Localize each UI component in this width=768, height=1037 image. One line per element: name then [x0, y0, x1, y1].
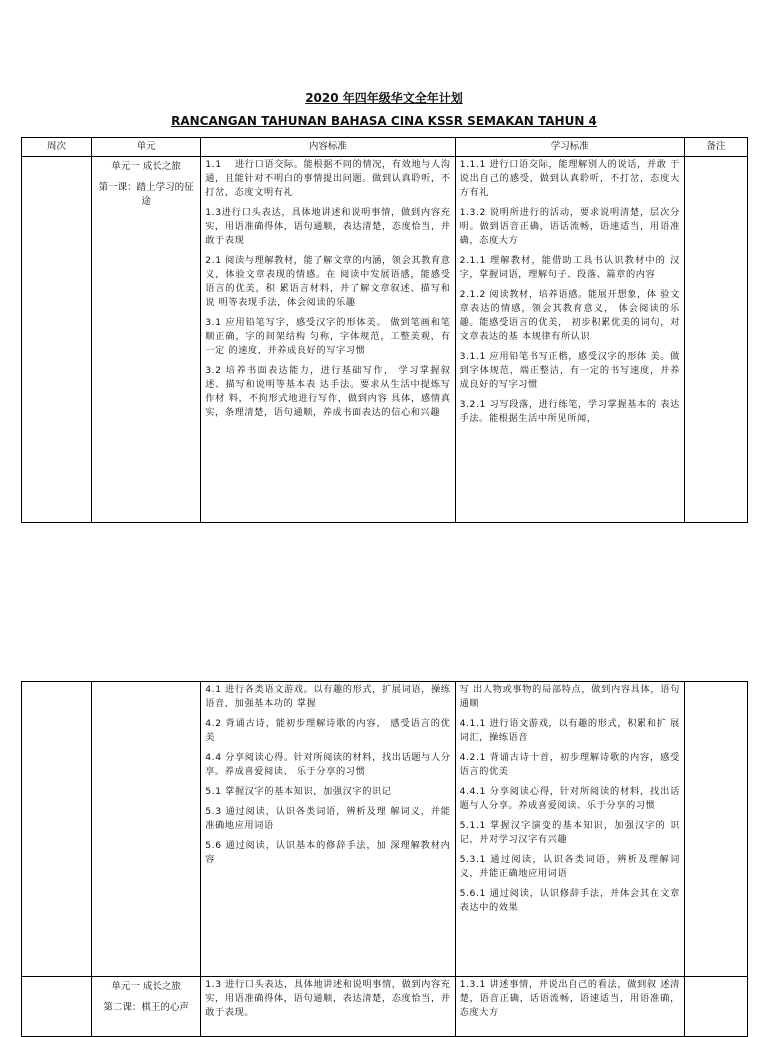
header-content-standard: 内容标准 — [201, 138, 455, 157]
learning-standard-cell — [455, 977, 684, 1037]
content-item: 4.2 背诵古诗，能初步理解诗歌的内容， 感受语言的优美 — [205, 718, 451, 743]
content-item: 3.1 应用铅笔写字，感受汉字的形体美。 做到笔画和笔顺正确，字的间架结构 匀称，字体规范，工整美观，有一定 的速度，并养成良好的写字习惯 — [205, 317, 451, 356]
learning-item: 写 出人物或事物的局部特点，做到内容具体，语句通顺 — [459, 684, 680, 709]
content-item: 1.3 进行口头表达，具体地讲述和说明事情，做到内容充实，用语准确得体，语句通顺，表达清楚，态度恰当，并敢于表现。 — [205, 979, 451, 1018]
header-learning-standard: 学习标准 — [455, 138, 684, 157]
content-item: 1.1 进行口语交际。能根据不同的情况，有效地与人沟通，且能针对不明白的事情提出问题。做到认真聆听，不打岔，态度文明有礼 — [205, 159, 451, 198]
table-header-row — [22, 138, 748, 157]
learning-item: 1.3.1 讲述事情，并说出自己的看法，做到叙 述清楚，语音正确，话语流畅，语速适当，用语准确，态度大方 — [459, 979, 680, 1018]
content-item: 2.1 阅读与理解教材，能了解文章的内涵，领会其教育意义，体验文章表现的情感。在 阅读中发展语感，能感受语言的优美，积 累语言材料，并了解文章叙述、描写和说 明等表现手法，体会阅读的乐趣 — [205, 255, 451, 308]
content-standard-cell — [201, 977, 455, 1037]
content-item: 4.1 进行各类语文游戏。以有趣的形式，扩展词语，操练语音，加强基本功的 掌握 — [205, 684, 451, 709]
document-title: 2020 年四年级华文全年计划 — [305, 91, 463, 105]
table-row — [22, 157, 748, 523]
document-subtitle: RANCANGAN TAHUNAN BAHASA CINA KSSR SEMAKAN TAHUN 4 — [171, 114, 597, 128]
remarks-cell — [684, 157, 747, 523]
content-item: 5.3 通过阅读，认识各类词语，辨析及理 解词义，并能准确地应用词语 — [205, 806, 451, 831]
learning-standard-cell — [455, 157, 684, 523]
week-cell — [22, 977, 92, 1037]
table-row — [22, 977, 748, 1037]
header-unit: 单元 — [92, 138, 201, 157]
learning-item: 4.2.1 背诵古诗十首，初步理解诗歌的内容，感受语言的优美 — [459, 752, 680, 777]
learning-item: 4.1.1 进行语文游戏，以有趣的形式，积累和扩 展词汇，操练语音 — [459, 718, 680, 743]
learning-item: 4.4.1 分享阅读心得，针对所阅读的材料，找出话题与人分享。养成喜爱阅读、乐于分享的习惯 — [459, 786, 680, 811]
learning-item: 5.1.1 掌握汉字演变的基本知识，加强汉字的 识记，并对学习汉字有兴趣 — [459, 820, 680, 845]
unit-cell — [92, 682, 201, 977]
learning-item: 3.1.1 应用铅笔书写正楷，感受汉字的形体 美。做到字体规范，端正整洁，有一定的书写速度，并养成良好的写字习惯 — [459, 351, 680, 390]
content-item: 1.3进行口头表达，具体地讲述和说明事情，做到内容充实，用语准确得体，语句通顺，表达清楚，态度恰当，并敢于表现 — [205, 207, 451, 246]
lesson-name: 第一课：踏上学习的征途 — [98, 182, 194, 207]
unit-name: 单元一 成长之旅 — [111, 161, 181, 172]
learning-item: 2.1.1 理解教材，能借助工具书认识教材中的 汉字，掌握词语，理解句子、段落、篇章的内容 — [459, 255, 680, 280]
content-standard-cell — [201, 157, 455, 523]
week-cell — [22, 157, 92, 523]
remarks-cell — [684, 977, 747, 1037]
learning-item: 3.2.1 习写段落，进行练笔，学习掌握基本的 表达手法。能根据生活中所见所闻， — [459, 399, 680, 424]
content-item: 4.4 分享阅读心得。针对所阅读的材料，找出话题与人分享。养成喜爱阅读、 乐于分享的习惯 — [205, 752, 451, 777]
header-week: 周次 — [22, 138, 92, 157]
header-remarks: 备注 — [684, 138, 747, 157]
content-item: 3.2 培养书面表达能力，进行基础写作， 学习掌握叙述、描写和说明等基本表 达手法。要求从生活中提炼写作材 料，不拘形式地进行写作，做到内容 具体，感情真实，条理清楚，语句通顺，养成书面表达的信心和兴趣 — [205, 365, 451, 418]
learning-standard-cell — [455, 682, 684, 977]
unit-cell — [92, 157, 201, 523]
plan-table-page-2 — [21, 681, 748, 1037]
content-item: 5.1 掌握汉字的基本知识，加强汉字的识记 — [205, 786, 392, 797]
content-standard-cell — [201, 682, 455, 977]
lesson-name: 第二课：棋王的心声 — [103, 1002, 189, 1013]
content-item: 5.6 通过阅读，认识基本的修辞手法，加 深理解教材内容 — [205, 840, 451, 865]
remarks-cell — [684, 682, 747, 977]
learning-item: 1.3.2 说明所进行的活动，要求说明清楚，层次分明。做到语音正确，语话流畅，语速适当，用语准确，态度大方 — [459, 207, 680, 246]
learning-item: 2.1.2 阅读教材，培养语感。能展开想象，体 验文章表达的情感，领会其教育意义， 体会阅读的乐趣。能感受语言的优美， 初步积累优美的词句，对文章表达的基 本规律有所认识 — [459, 289, 680, 342]
week-cell — [22, 682, 92, 977]
unit-cell — [92, 977, 201, 1037]
learning-item: 5.3.1 通过阅读，认识各类词语，辨析及理解词义，并能正确地应用词语 — [459, 854, 680, 879]
plan-table-page-1 — [21, 137, 748, 523]
learning-item: 1.1.1 进行口语交际，能理解别人的说话，并敢 于说出自己的感受，做到认真聆听，不打岔，态度大方有礼 — [459, 159, 680, 198]
learning-item: 5.6.1 通过阅读，认识修辞手法，并体会其在文章表达中的效果 — [459, 888, 680, 913]
table-row — [22, 682, 748, 977]
unit-name: 单元一 成长之旅 — [111, 981, 181, 992]
